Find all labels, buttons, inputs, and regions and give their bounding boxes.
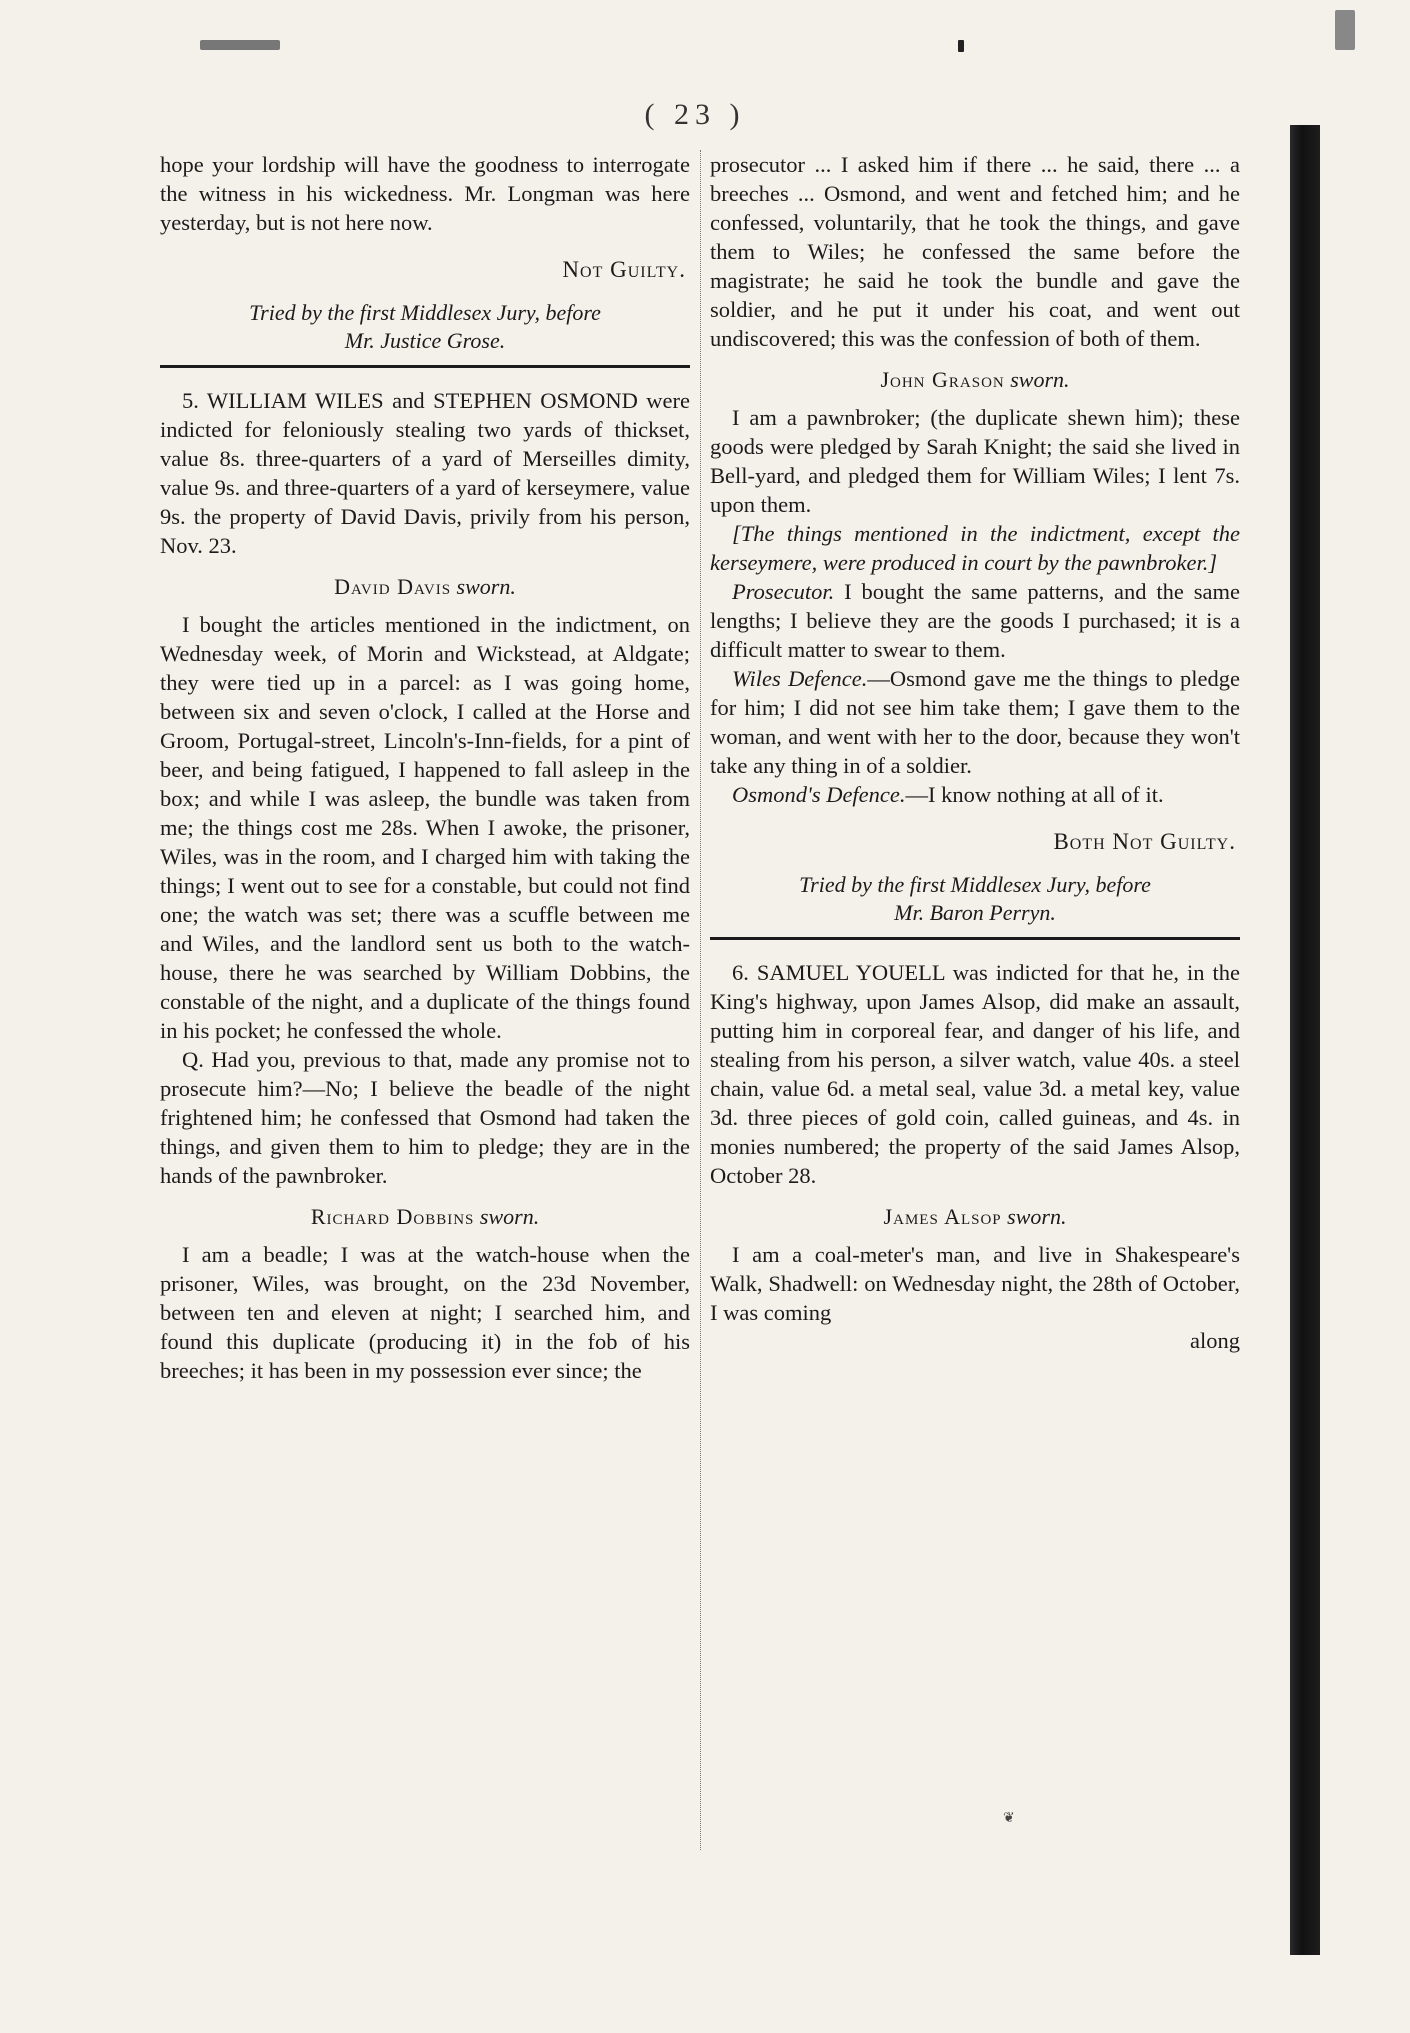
- witness-heading-dobbins: [160, 1204, 690, 1230]
- column-divider: [700, 150, 702, 1850]
- scan-speckle: [200, 40, 280, 50]
- dobbins-continuation: prosecutor ... I asked him if there ... he said, there ... a breeches ... Osmond, and went and fetched him; and he confessed, voluntarily, that he took the things, and gave them to Wiles; he confessed the same before the magistrate; he said he took the bundle and gave the soldier, and he put it under his coat, and went out undiscovered; this was the confession of both of them.: [710, 152, 1240, 351]
- sworn-label: sworn.: [456, 574, 516, 599]
- section-rule: [710, 937, 1240, 940]
- wiles-defence-text: —Osmond gave me the things to pledge for him; I did not see him take them; I gave them to the woman, and went with her to the door, because they won't take any thing in of a soldier.: [710, 666, 1240, 778]
- tried-line-1: Tried by the first Middlesex Jury, before: [799, 872, 1151, 897]
- prosecutor-label: Prosecutor.: [732, 579, 835, 604]
- osmond-defence-text: —I know nothing at all of it.: [905, 782, 1164, 807]
- witness-heading-alsop: [710, 1204, 1240, 1230]
- tried-before-note: [160, 299, 690, 355]
- catchword: along: [1190, 1328, 1240, 1353]
- witness-name: James Alsop: [883, 1204, 1002, 1229]
- left-column: [160, 150, 690, 1385]
- case-5-indictment: 5. WILLIAM WILES and STEPHEN OSMOND were indicted for feloniously stealing two yards of thickset, value 8s. three-quarters of a yard of Merseilles dimity, value 9s. and three-quarters of a yard of kerseymere, value 9s. the property of David Davis, privily from his person, Nov. 23.: [160, 388, 690, 558]
- sworn-label: sworn.: [1010, 367, 1070, 392]
- alsop-testimony: I am a coal-meter's man, and live in Shakespeare's Walk, Shadwell: on Wednesday night, the 28th of October, I was coming: [710, 1242, 1240, 1325]
- paragraph-continuation: hope your lordship will have the goodness to interrogate the witness in his wickedness. Mr. Longman was here yesterday, but is not here now.: [160, 152, 690, 235]
- osmond-defence-label: Osmond's Defence.: [732, 782, 906, 807]
- witness-name: Richard Dobbins: [310, 1204, 475, 1229]
- wiles-defence: [710, 664, 1240, 780]
- page-number: ( 23 ): [644, 98, 746, 131]
- grason-testimony: I am a pawnbroker; (the duplicate shewn him); these goods were pledged by Sarah Knight; the said she lived in Bell-yard, and pledged them for William Wiles; I lent 7s. upon them.: [710, 405, 1240, 517]
- wiles-defence-label: Wiles Defence.: [732, 666, 868, 691]
- case-6-indictment: 6. SAMUEL YOUELL was indicted for that he, in the King's highway, upon James Alsop, did make an assault, putting him in corporeal fear, and danger of his life, and stealing from his person, a silver watch, value 40s. a steel chain, value 6d. a metal seal, value 3d. a metal key, value 3d. three pieces of gold coin, called guineas, and 4s. in monies numbered; the property of the said James Alsop, October 28.: [710, 960, 1240, 1188]
- ink-mark: ❦: [1003, 1811, 1015, 1826]
- scan-speckle: [1335, 10, 1355, 50]
- dobbins-testimony: I am a beadle; I was at the watch-house when the prisoner, Wiles, was brought, on the 23d November, between ten and eleven at night; I searched him, and found this duplicate (producing it) in the fob of his breeches; it has been in my possession ever since; the: [160, 1242, 690, 1383]
- tried-line-2: Mr. Baron Perryn.: [894, 900, 1056, 925]
- sworn-label: sworn.: [479, 1204, 540, 1229]
- tried-before-note: [710, 871, 1240, 927]
- prosecutor-text: I bought the same patterns, and the same lengths; I believe they are the goods I purchased; it is a difficult matter to swear to them.: [710, 579, 1240, 662]
- produced-in-court-note: [The things mentioned in the indictment, except the kerseymere, were produced in court by the pawnbroker.]: [710, 521, 1240, 575]
- osmond-defence: [710, 780, 1240, 809]
- scan-speckle: [958, 40, 964, 52]
- section-rule: [160, 365, 690, 368]
- witness-heading-davis: [160, 574, 690, 600]
- witness-heading-grason: [710, 367, 1240, 393]
- tried-line-2: Mr. Justice Grose.: [344, 328, 506, 353]
- tried-line-1: Tried by the first Middlesex Jury, before: [249, 300, 601, 325]
- verdict-not-guilty: Not Guilty.: [562, 257, 686, 282]
- verdict-both-not-guilty: Both Not Guilty.: [1053, 829, 1236, 854]
- scan-edge-shadow: [1290, 125, 1320, 1955]
- prosecutor-statement: [710, 577, 1240, 664]
- right-column: [710, 150, 1240, 1355]
- witness-name: David Davis: [334, 574, 452, 599]
- davis-testimony: I bought the articles mentioned in the indictment, on Wednesday week, of Morin and Wickstead, at Aldgate; they were tied up in a parcel: as I was going home, between six and seven o'clock, I called at the Horse and Groom, Portugal-street, Lincoln's-Inn-fields, for a pint of beer, and being fatigued, I happened to fall asleep in the box; and while I was asleep, the bundle was taken from me; the things cost me 28s. When I awoke, the prisoner, Wiles, was in the room, and I charged him with taking the things; I went out to see for a constable, but could not find one; the watch was set; there was a scuffle between me and Wiles, and the landlord sent us both to the watch-house, there he was searched by William Dobbins, the constable of the night, and a duplicate of the things found in his pocket; he confessed the whole.: [160, 612, 690, 1043]
- davis-question: Q. Had you, previous to that, made any promise not to prosecute him?—No; I believe the beadle of the night frightened him; he confessed that Osmond had taken the things, and given them to him to pledge; they are in the hands of the pawnbroker.: [160, 1047, 690, 1188]
- witness-name: John Grason: [880, 367, 1005, 392]
- sworn-label: sworn.: [1007, 1204, 1067, 1229]
